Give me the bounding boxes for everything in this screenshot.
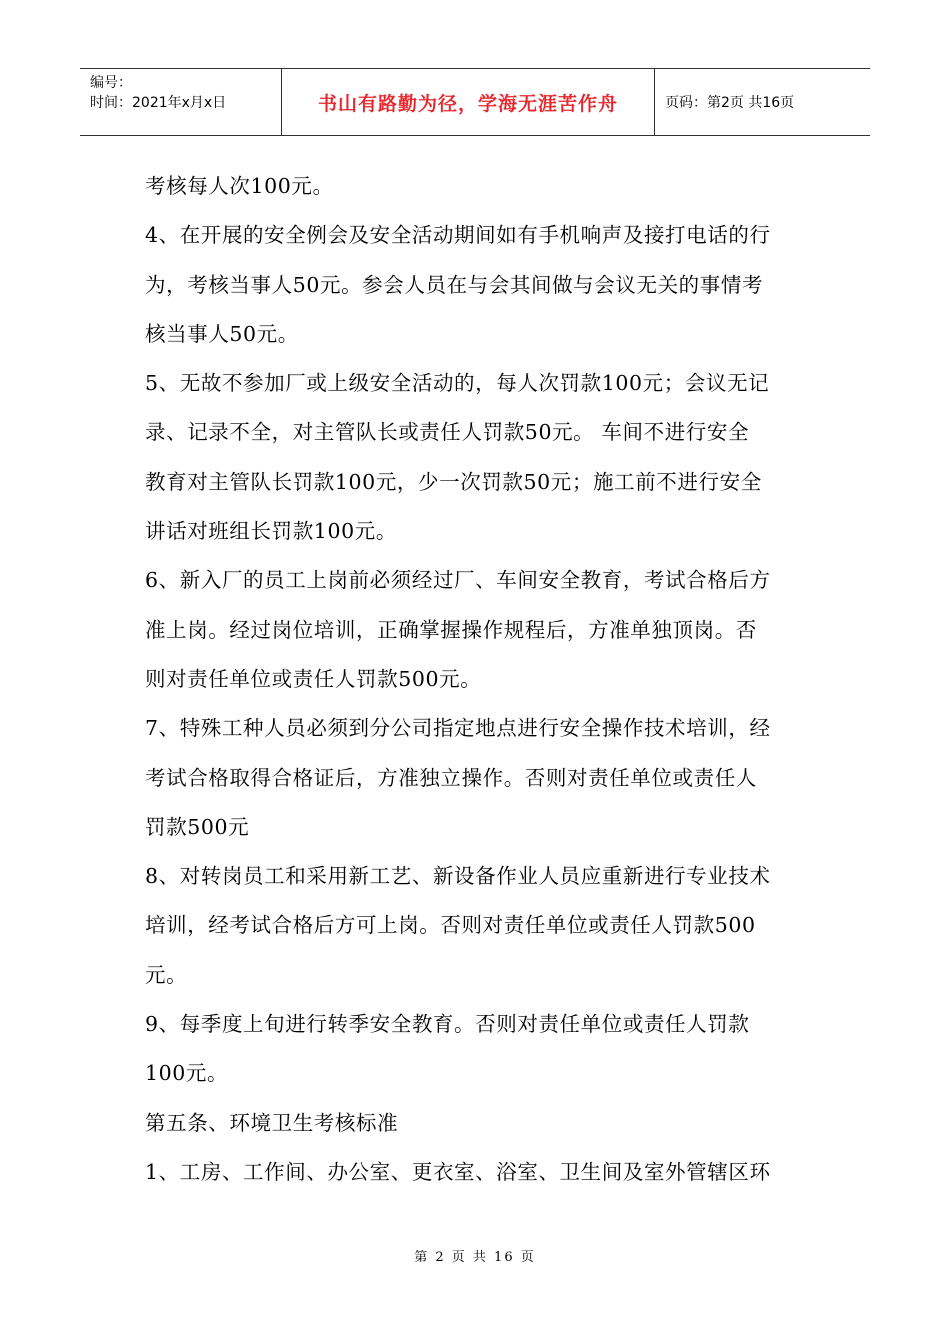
body-line: 5、无故不参加厂或上级安全活动的，每人次罚款100元；会议无记	[145, 371, 770, 396]
section-heading: 第五条、环境卫生考核标准	[145, 1110, 399, 1135]
body-line: 培训，经考试合格后方可上岗。否则对责任单位或责任人罚款500	[145, 913, 756, 938]
document-time-label: 时间：2021年x月x日	[90, 95, 227, 111]
page-footer: 第 2 页 共 16 页	[414, 1250, 536, 1265]
body-line: 6、新入厂的员工上岗前必须经过厂、车间安全教育，考试合格后方	[145, 568, 771, 593]
body-line: 讲话对班组长罚款100元。	[145, 519, 397, 544]
header-page-code: 页码：第2页 共16页	[665, 95, 795, 111]
body-line: 元。	[145, 962, 188, 987]
body-line: 录、记录不全，对主管队长或责任人罚款50元。 车间不进行安全	[145, 420, 750, 445]
body-line: 8、对转岗员工和采用新工艺、新设备作业人员应重新进行专业技术	[145, 864, 771, 889]
header-motto: 书山有路勤为径，学海无涯苦作舟	[317, 92, 618, 115]
body-line: 考试合格取得合格证后，方准独立操作。否则对责任单位或责任人	[145, 765, 757, 790]
body-line: 考核每人次100元。	[145, 174, 334, 198]
body-line: 100元。	[145, 1061, 229, 1086]
body-line: 罚款500元	[145, 814, 250, 839]
body-line: 则对责任单位或责任人罚款500元。	[145, 666, 482, 691]
header-meta	[80, 69, 282, 135]
document-number-label: 编号：	[90, 75, 132, 91]
body-line: 教育对主管队长罚款100元，少一次罚款50元；施工前不进行安全	[145, 469, 762, 494]
body-line: 准上岗。经过岗位培训，正确掌握操作规程后，方准单独顶岗。否	[145, 617, 757, 642]
body-line: 9、每季度上旬进行转季安全教育。否则对责任单位或责任人罚款	[145, 1012, 750, 1037]
document-body	[145, 162, 810, 1197]
body-line: 7、特殊工种人员必须到分公司指定地点进行安全操作技术培训，经	[145, 716, 771, 741]
header-motto-cell	[282, 69, 655, 135]
body-line: 为，考核当事人50元。参会人员在与会其间做与会议无关的事情考	[145, 272, 764, 297]
document-header	[80, 68, 870, 136]
body-line: 核当事人50元。	[145, 321, 299, 346]
body-line: 1、工房、工作间、办公室、更衣室、浴室、卫生间及室外管辖区环	[145, 1159, 771, 1184]
body-line: 4、在开展的安全例会及安全活动期间如有手机响声及接打电话的行	[145, 223, 771, 248]
